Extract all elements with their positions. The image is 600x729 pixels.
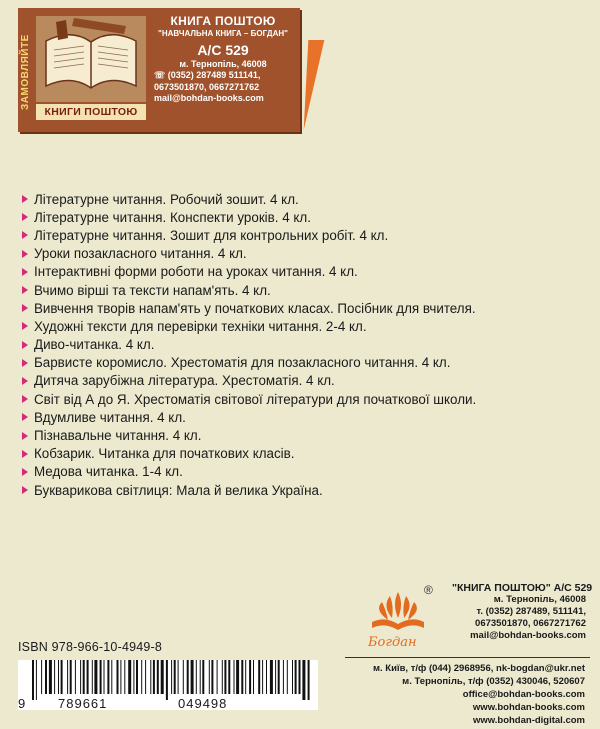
bullet-icon bbox=[22, 195, 28, 203]
barcode-bar bbox=[191, 660, 194, 694]
barcode-bar bbox=[234, 660, 235, 694]
bohdan-book-logo-icon bbox=[362, 582, 442, 652]
barcode-bar bbox=[150, 660, 151, 694]
barcode-bar bbox=[174, 660, 176, 694]
barcode-bar bbox=[299, 660, 301, 694]
book-list bbox=[22, 190, 592, 499]
banner-box: А/С 529 bbox=[197, 42, 249, 58]
barcode-bar bbox=[128, 660, 131, 694]
list-item bbox=[22, 463, 592, 481]
barcode-bar bbox=[249, 660, 251, 694]
contact-kyiv: м. Київ, т/ф (044) 2968956, nk-bogdan@ukr.net bbox=[372, 663, 585, 674]
contacts bbox=[345, 662, 585, 727]
bullet-icon bbox=[22, 377, 28, 385]
barcode-bar bbox=[224, 660, 226, 694]
book-title: Інтерактивні форми роботи на уроках читання. 4 кл. bbox=[34, 264, 358, 280]
book-title: Літературне читання. Робочий зошит. 4 кл. bbox=[34, 191, 299, 207]
list-item bbox=[22, 390, 592, 408]
barcode-bar bbox=[283, 660, 284, 694]
list-item bbox=[22, 226, 592, 244]
barcode-bar bbox=[111, 660, 112, 694]
barcode-bar bbox=[61, 660, 63, 694]
barcode-bar bbox=[145, 660, 146, 694]
open-book-illustration bbox=[36, 16, 146, 102]
banner-phone2: 0673501870, 0667271762 bbox=[154, 82, 260, 92]
book-title: Вдумливе читання. 4 кл. bbox=[34, 409, 186, 425]
barcode-bar bbox=[275, 660, 276, 694]
barcode-bar bbox=[157, 660, 159, 694]
bullet-icon bbox=[22, 341, 28, 349]
list-item bbox=[22, 190, 592, 208]
list-item bbox=[22, 408, 592, 426]
barcode-bar bbox=[245, 660, 246, 694]
barcode-bar bbox=[270, 660, 273, 694]
barcode-bar bbox=[211, 660, 213, 694]
svg-text:®: ® bbox=[424, 583, 433, 597]
bullet-icon bbox=[22, 359, 28, 367]
banner-subtitle: "НАВЧАЛЬНА КНИГА – БОГДАН" bbox=[158, 29, 288, 38]
barcode-bar bbox=[171, 660, 172, 694]
bullet-icon bbox=[22, 395, 28, 403]
book-title: Уроки позакласного читання. 4 кл. bbox=[34, 246, 247, 262]
barcode-bar bbox=[202, 660, 204, 694]
publisher-phone1: т. (0352) 287489, 511141, bbox=[476, 606, 586, 617]
barcode-bar bbox=[141, 660, 142, 694]
barcode-bar bbox=[120, 660, 121, 694]
barcode-bar bbox=[107, 660, 109, 694]
list-item bbox=[22, 245, 592, 263]
barcode-bar bbox=[178, 660, 179, 694]
barcode-bar bbox=[196, 660, 197, 694]
barcode-bar bbox=[41, 660, 42, 694]
barcode-bar bbox=[295, 660, 297, 694]
bullet-icon bbox=[22, 468, 28, 476]
barcode-digits-right: 049498 bbox=[178, 696, 228, 711]
barcode-bar bbox=[253, 660, 254, 694]
book-title: Вивчення творів напам'ять у початкових класах. Посібник для вчителя. bbox=[34, 300, 476, 316]
barcode-bar bbox=[200, 660, 201, 694]
divider bbox=[345, 657, 590, 658]
barcode-bar bbox=[83, 660, 85, 694]
contact-website-digital: www.bohdan-digital.com bbox=[472, 715, 585, 726]
barcode-bar bbox=[67, 660, 68, 694]
bullet-icon bbox=[22, 268, 28, 276]
publisher-head: "КНИГА ПОШТОЮ" А/С 529 bbox=[452, 582, 593, 594]
banner-email: mail@bohdan-books.com bbox=[154, 93, 264, 103]
barcode-bar bbox=[241, 660, 243, 694]
bullet-icon bbox=[22, 413, 28, 421]
barcode bbox=[18, 660, 318, 710]
banner-city: м. Тернопіль, 46008 bbox=[179, 59, 267, 69]
bullet-icon bbox=[22, 432, 28, 440]
bullet-icon bbox=[22, 304, 28, 312]
list-item bbox=[22, 445, 592, 463]
banner-vertical-text: ЗАМОВЛЯЙТЕ bbox=[20, 34, 31, 110]
bohdan-logo bbox=[362, 582, 442, 652]
list-item bbox=[22, 263, 592, 281]
barcode-digits-left: 789661 bbox=[58, 696, 108, 711]
barcode-digit-first: 9 bbox=[18, 696, 27, 711]
list-item bbox=[22, 426, 592, 444]
list-item bbox=[22, 336, 592, 354]
list-item bbox=[22, 281, 592, 299]
barcode-bar bbox=[187, 660, 189, 694]
barcode-bar bbox=[36, 660, 37, 700]
barcode-bar bbox=[94, 660, 97, 694]
barcode-bar bbox=[136, 660, 138, 694]
barcode-bar bbox=[183, 660, 184, 694]
list-item bbox=[22, 354, 592, 372]
barcode-bar bbox=[228, 660, 230, 694]
barcode-bar bbox=[32, 660, 34, 700]
book-title: Медова читанка. 1-4 кл. bbox=[34, 464, 183, 480]
book-title: Літературне читання. Зошит для контрольних робіт. 4 кл. bbox=[34, 227, 389, 243]
publisher-city: м. Тернопіль, 46008 bbox=[493, 594, 586, 605]
barcode-bar bbox=[117, 660, 119, 694]
publisher-info bbox=[452, 582, 593, 642]
barcode-bar bbox=[308, 660, 310, 700]
barcode-bar bbox=[104, 660, 105, 694]
book-title: Художні тексти для перевірки техніки читання. 2-4 кл. bbox=[34, 318, 367, 334]
svg-text:Богдан: Богдан bbox=[368, 635, 417, 650]
barcode-bar bbox=[292, 660, 293, 694]
book-title: Диво-читанка. 4 кл. bbox=[34, 337, 155, 353]
isbn: ISBN 978-966-10-4949-8 bbox=[18, 640, 163, 654]
contact-website: www.bohdan-books.com bbox=[472, 702, 585, 713]
bullet-icon bbox=[22, 250, 28, 258]
book-title: Світ від А до Я. Хрестоматія світової літератури для початкової школи. bbox=[34, 391, 477, 407]
barcode-bar bbox=[100, 660, 102, 694]
book-title: Букварикова світлиця: Мала й велика Україна. bbox=[34, 482, 323, 498]
barcode-bar bbox=[75, 660, 76, 694]
list-item bbox=[22, 317, 592, 335]
barcode-bar bbox=[92, 660, 93, 694]
barcode-bar bbox=[217, 660, 218, 694]
banner-title: КНИГА ПОШТОЮ bbox=[170, 14, 276, 28]
barcode-bar bbox=[302, 660, 305, 700]
barcode-bar bbox=[262, 660, 263, 694]
barcode-bar bbox=[278, 660, 280, 694]
bullet-icon bbox=[22, 322, 28, 330]
barcode-bar bbox=[133, 660, 134, 694]
banner-strip-label: КНИГИ ПОШТОЮ bbox=[36, 104, 146, 120]
book-title: Літературне читання. Конспекти уроків. 4 кл. bbox=[34, 209, 311, 225]
barcode-bar bbox=[166, 660, 168, 700]
barcode-bar bbox=[222, 660, 223, 694]
barcode-bar bbox=[153, 660, 155, 694]
bullet-icon bbox=[22, 450, 28, 458]
barcode-bars bbox=[18, 660, 318, 700]
barcode-bar bbox=[54, 660, 55, 694]
banner-phone1: ☏ (0352) 287489 511141, bbox=[154, 70, 261, 80]
barcode-bar bbox=[124, 660, 125, 694]
barcode-bar bbox=[258, 660, 260, 694]
barcode-bar bbox=[49, 660, 52, 694]
barcode-bar bbox=[58, 660, 59, 694]
barcode-bar bbox=[287, 660, 288, 694]
barcode-bar bbox=[70, 660, 72, 694]
contact-office-email: office@bohdan-books.com bbox=[462, 689, 585, 700]
book-title: Пізнавальне читання. 4 кл. bbox=[34, 428, 202, 444]
contact-ternopil: м. Тернопіль, т/ф (0352) 430046, 520607 bbox=[402, 676, 585, 687]
list-item bbox=[22, 372, 592, 390]
book-title: Барвисте коромисло. Хрестоматія для позакласного читання. 4 кл. bbox=[34, 355, 451, 371]
publisher-email: mail@bohdan-books.com bbox=[470, 630, 586, 641]
bullet-icon bbox=[22, 486, 28, 494]
barcode-bar bbox=[87, 660, 89, 694]
book-title: Дитяча зарубіжна література. Хрестоматія. 4 кл. bbox=[34, 373, 335, 389]
bullet-icon bbox=[22, 231, 28, 239]
list-item bbox=[22, 208, 592, 226]
barcode-bar bbox=[266, 660, 267, 694]
list-item bbox=[22, 299, 592, 317]
publisher-phone2: 0673501870, 0667271762 bbox=[475, 618, 586, 629]
bullet-icon bbox=[22, 213, 28, 221]
barcode-bar bbox=[161, 660, 164, 694]
barcode-bar bbox=[236, 660, 239, 694]
bullet-icon bbox=[22, 286, 28, 294]
mail-order-banner bbox=[18, 8, 300, 132]
list-item bbox=[22, 481, 592, 499]
barcode-bar bbox=[45, 660, 47, 694]
book-icon bbox=[36, 16, 146, 102]
barcode-bar bbox=[80, 660, 81, 694]
book-title: Вчимо вірші та тексти напам'ять. 4 кл. bbox=[34, 282, 271, 298]
book-title: Кобзарик. Читанка для початкових класів. bbox=[34, 446, 295, 462]
banner-info bbox=[148, 14, 298, 103]
barcode-bar bbox=[209, 660, 210, 694]
